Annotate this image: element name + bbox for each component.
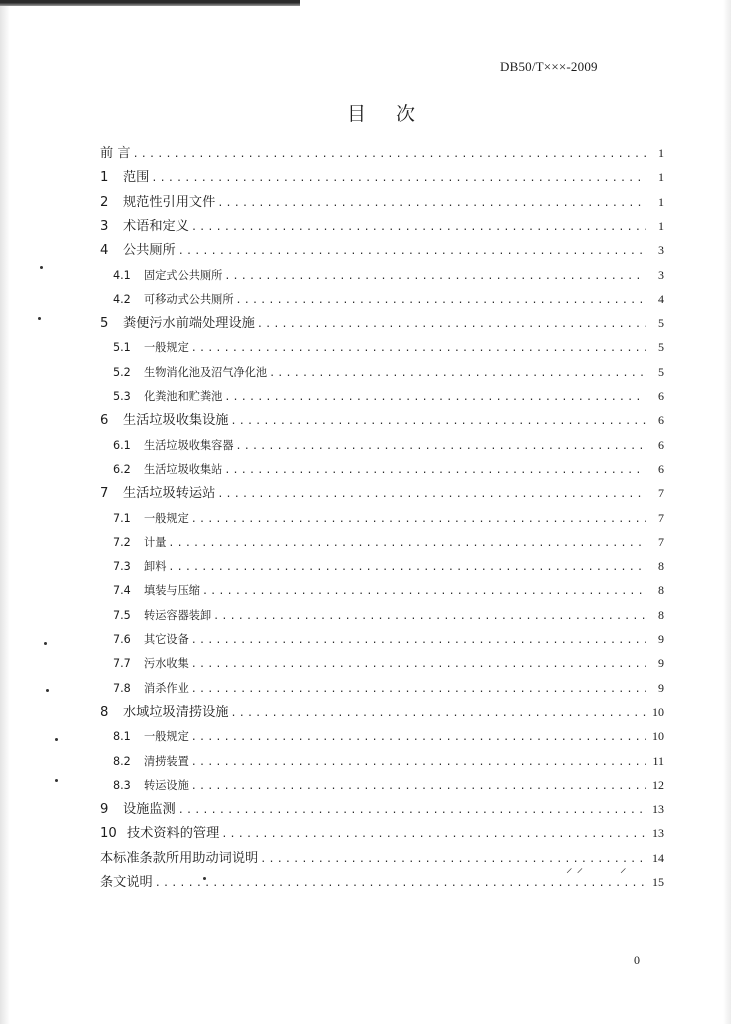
document-code: DB50/T×××-2009 [500, 59, 598, 74]
toc-entry [100, 240, 664, 260]
toc-entry [113, 653, 664, 673]
toc-entry [100, 823, 664, 843]
toc-dot-leader [178, 242, 646, 262]
scan-speck [46, 689, 49, 692]
toc-entry-title: 前 言 [100, 146, 131, 161]
toc-entry-page: 1 [658, 146, 664, 160]
toc-entry-number: 4.1 [113, 269, 131, 282]
toc-entry-page: 5 [658, 316, 664, 330]
toc-entry-title: 一般规定 [144, 341, 189, 354]
toc-dot-leader [168, 534, 646, 554]
scan-speck [55, 779, 58, 782]
toc-dot-leader [269, 364, 646, 384]
toc-entry-page: 8 [658, 583, 664, 597]
scan-shadow-left [0, 0, 10, 1024]
toc-entry [113, 532, 664, 552]
toc-entry-page: 8 [658, 608, 664, 622]
toc-entry-page: 7 [658, 486, 664, 500]
toc-entry [100, 143, 664, 163]
toc-dot-leader [191, 655, 646, 675]
toc-entry-number: 7.4 [113, 584, 131, 597]
toc-entry-number: 7.5 [113, 609, 131, 622]
toc-entry-title: 本标准条款所用助动词说明 [100, 851, 259, 866]
toc-title: 目 次 [347, 103, 428, 125]
toc-entry-page: 4 [658, 292, 664, 306]
toc-entry [113, 605, 664, 625]
toc-dot-leader [257, 315, 646, 335]
toc-entry [100, 167, 664, 187]
toc-dot-leader [191, 218, 646, 238]
toc-entry-title: 粪便污水前端处理设施 [123, 316, 255, 331]
toc-entry-page: 13 [652, 802, 664, 816]
toc-dot-leader [202, 582, 646, 602]
toc-entry-number: 8.2 [113, 755, 131, 768]
toc-entry-title: 计量 [144, 536, 167, 549]
toc-entry-page: 9 [658, 681, 664, 695]
toc-entry-title: 清捞装置 [144, 755, 189, 768]
toc-dot-leader [191, 753, 646, 773]
toc-entry [113, 508, 664, 528]
toc-dot-leader [231, 412, 647, 432]
toc-entry-page: 15 [652, 875, 664, 889]
toc-entry-number: 4 [100, 243, 109, 258]
toc-entry-page: 1 [658, 195, 664, 209]
toc-entry-page: 1 [658, 170, 664, 184]
toc-entry [100, 192, 664, 212]
toc-entry-title: 可移动式公共厕所 [144, 293, 234, 306]
toc-entry [100, 216, 664, 236]
toc-entry-page: 5 [658, 365, 664, 379]
toc-entry-number: 8.1 [113, 730, 131, 743]
toc-entry [113, 726, 664, 746]
toc-entry [100, 872, 664, 892]
toc-entry-number: 2 [100, 195, 109, 210]
toc-entry-page: 6 [658, 438, 664, 452]
toc-entry-page: 7 [658, 511, 664, 525]
toc-entry-number: 5.3 [113, 390, 131, 403]
toc-entry-title: 转运设施 [144, 779, 189, 792]
toc-entry [113, 386, 664, 406]
toc-entry-number: 6.2 [113, 463, 131, 476]
toc-entry-page: 12 [652, 778, 664, 792]
scan-speck [40, 266, 43, 269]
toc-entry-number: 7.1 [113, 512, 131, 525]
toc-entry [113, 556, 664, 576]
toc-entry-number: 8 [100, 705, 109, 720]
toc-entry-title: 卸料 [144, 560, 167, 573]
toc-entry [113, 629, 664, 649]
toc-entry-page: 13 [652, 826, 664, 840]
toc-entry-title: 水域垃圾清捞设施 [123, 705, 229, 720]
toc-entry-number: 4.2 [113, 293, 131, 306]
toc-entry-page: 8 [658, 559, 664, 573]
scan-speck [38, 317, 41, 320]
toc-entry-number: 5 [100, 316, 109, 331]
toc-entry [113, 678, 664, 698]
toc-dot-leader [224, 388, 646, 408]
toc-entry-page: 1 [658, 219, 664, 233]
toc-dot-leader [191, 728, 646, 748]
toc-entry-title: 生活垃圾收集容器 [144, 439, 234, 452]
toc-entry-title: 固定式公共厕所 [144, 269, 223, 282]
toc-entry [100, 410, 664, 430]
toc-entry-number: 5.1 [113, 341, 131, 354]
toc-entry-title: 生活垃圾收集设施 [123, 413, 229, 428]
toc-dot-leader [217, 194, 646, 214]
toc-dot-leader [260, 850, 646, 870]
toc-entry-title: 一般规定 [144, 730, 189, 743]
toc-dot-leader [155, 874, 646, 894]
toc-dot-leader [168, 558, 646, 578]
toc-entry-number: 3 [100, 219, 109, 234]
toc-entry-page: 14 [652, 851, 664, 865]
toc-entry-title: 技术资料的管理 [127, 826, 220, 841]
toc-dot-leader [236, 437, 646, 457]
toc-entry-title: 消杀作业 [144, 682, 189, 695]
toc-entry-number: 7.6 [113, 633, 131, 646]
toc-entry [100, 702, 664, 722]
toc-entry-page: 3 [658, 243, 664, 257]
toc-dot-leader [178, 801, 646, 821]
footer-page-number: 0 [634, 953, 640, 967]
toc-dot-leader [213, 607, 646, 627]
toc-entry [100, 313, 664, 333]
toc-entry-title: 生活垃圾收集站 [144, 463, 223, 476]
toc-entry [113, 459, 664, 479]
toc-dot-leader [224, 461, 646, 481]
toc-dot-leader [191, 631, 646, 651]
toc-entry-number: 1 [100, 170, 109, 185]
toc-entry-number: 7.3 [113, 560, 131, 573]
toc-dot-leader [151, 169, 646, 189]
scan-shadow-right [723, 0, 731, 1024]
scan-speck [44, 642, 47, 645]
toc-entry [113, 775, 664, 795]
toc-dot-leader [236, 291, 646, 311]
toc-entry-page: 11 [652, 754, 664, 768]
toc-dot-leader [133, 145, 646, 165]
toc-entry-title: 污水收集 [144, 657, 189, 670]
toc-dot-leader [191, 339, 646, 359]
toc-dot-leader [191, 680, 646, 700]
toc-entry [113, 580, 664, 600]
scan-mark: ⸝ ⸝ [566, 861, 584, 876]
toc-entry-page: 10 [652, 729, 664, 743]
toc-entry-page: 6 [658, 413, 664, 427]
toc-entry [113, 265, 664, 285]
toc-entry-number: 7.7 [113, 657, 131, 670]
toc-entry-page: 9 [658, 632, 664, 646]
toc-dot-leader [191, 777, 646, 797]
toc-entry-title: 术语和定义 [123, 219, 189, 234]
toc-entry-page: 6 [658, 462, 664, 476]
toc-entry-number: 7 [100, 486, 109, 501]
scan-edge-top [0, 0, 300, 6]
toc-entry-number: 7.2 [113, 536, 131, 549]
toc-entry-title: 设施监测 [123, 802, 176, 817]
toc-dot-leader [217, 485, 646, 505]
toc-entry-page: 10 [652, 705, 664, 719]
toc-dot-leader [191, 510, 646, 530]
toc-entry [113, 362, 664, 382]
toc-dot-leader [224, 267, 646, 287]
toc-entry-number: 9 [100, 802, 109, 817]
toc-entry-page: 3 [658, 268, 664, 282]
toc-entry [113, 289, 664, 309]
toc-dot-leader [221, 825, 646, 845]
scan-mark: ⸝ [620, 861, 627, 876]
toc-entry-page: 6 [658, 389, 664, 403]
toc-entry-page: 5 [658, 340, 664, 354]
toc-entry [100, 848, 664, 868]
toc-entry-title: 生物消化池及沼气净化池 [144, 366, 268, 379]
toc-entry [113, 751, 664, 771]
toc-entry-title: 生活垃圾转运站 [123, 486, 216, 501]
toc-entry-number: 6 [100, 413, 109, 428]
toc-entry-title: 其它设备 [144, 633, 189, 646]
toc-entry-title: 一般规定 [144, 512, 189, 525]
toc-entry-title: 化粪池和贮粪池 [144, 390, 223, 403]
toc-entry [100, 483, 664, 503]
toc-entry-title: 规范性引用文件 [123, 195, 216, 210]
toc-entry-title: 条文说明 [100, 875, 153, 890]
toc-entry-title: 范围 [123, 170, 150, 185]
scan-speck [55, 738, 58, 741]
toc-entry [113, 337, 664, 357]
toc-entry-number: 5.2 [113, 366, 131, 379]
toc-entry-page: 7 [658, 535, 664, 549]
toc-dot-leader [231, 704, 647, 724]
toc-entry-number: 8.3 [113, 779, 131, 792]
toc-entry-title: 公共厕所 [123, 243, 176, 258]
toc-entry-title: 转运容器装卸 [144, 609, 212, 622]
toc-entry-page: 9 [658, 656, 664, 670]
toc-entry-title: 填装与压缩 [144, 584, 200, 597]
toc-entry [113, 435, 664, 455]
toc-entry [100, 799, 664, 819]
toc-entry-number: 7.8 [113, 682, 131, 695]
toc-entry-number: 6.1 [113, 439, 131, 452]
toc-entry-number: 10 [100, 826, 117, 841]
